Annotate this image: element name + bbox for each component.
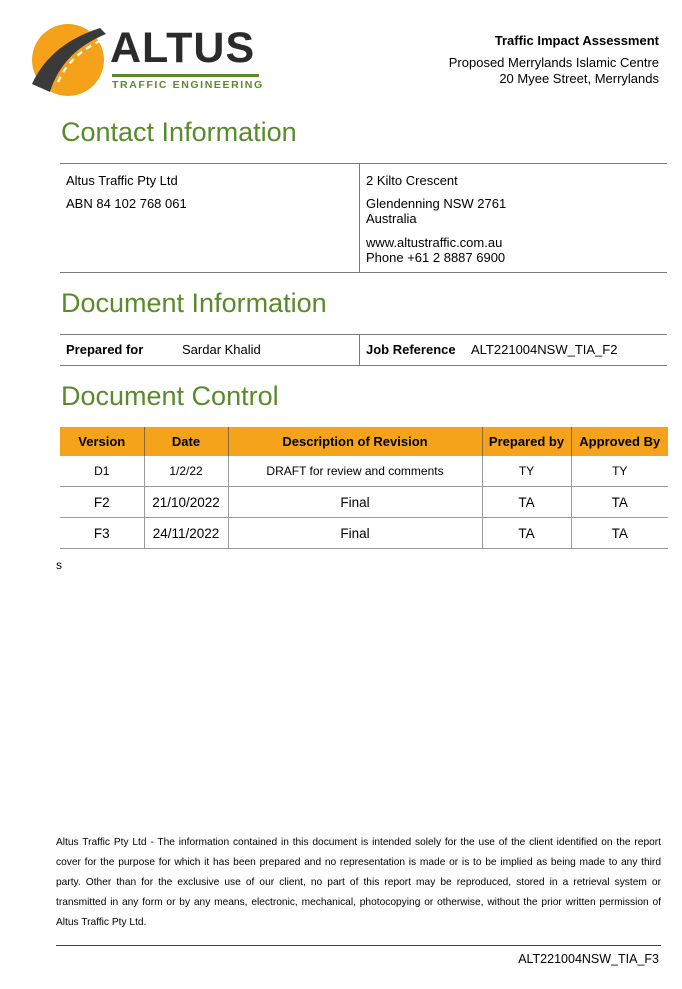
header-date: Date [144,427,228,456]
header-approved-by: Approved By [571,427,668,456]
approved-by-cell: TA [571,487,668,518]
column-divider [359,335,360,365]
project-address: 20 Myee Street, Merrylands [499,71,659,86]
header-prepared-by: Prepared by [482,427,571,456]
report-header [449,33,659,87]
stray-text: s [56,558,62,572]
prepared-by-cell: TY [482,456,571,487]
header-version: Version [60,427,144,456]
version-cell: D1 [60,456,144,487]
job-reference-value: ALT221004NSW_TIA_F2 [471,342,618,357]
document-control-table [60,427,668,549]
contact-information-heading: Contact Information [61,117,297,147]
date-cell: 1/2/22 [144,456,228,487]
prepared-by-cell: TA [482,487,571,518]
company-abn: ABN 84 102 768 061 [66,196,187,211]
date-cell: 24/11/2022 [144,518,228,549]
document-control-heading: Document Control [61,381,279,411]
logo-subtitle: TRAFFIC ENGINEERING [112,79,264,91]
table-row [60,518,668,549]
header-description: Description of Revision [228,427,482,456]
description-cell: DRAFT for review and comments [228,456,482,487]
document-info-table [60,334,667,366]
footer-document-reference: ALT221004NSW_TIA_F3 [518,952,659,966]
website: www.altustraffic.com.au [366,235,503,250]
report-title: Traffic Impact Assessment [494,33,659,48]
table-header-row [60,427,668,456]
version-cell: F2 [60,487,144,518]
logo-wordmark: ALTUS [110,24,256,72]
company-name: Altus Traffic Pty Ltd [66,173,178,188]
prepared-for-value: Sardar Khalid [182,342,261,357]
project-name: Proposed Merrylands Islamic Centre [448,55,659,70]
road-logo-icon [28,22,110,98]
approved-by-cell: TA [571,518,668,549]
description-cell: Final [228,487,482,518]
contact-company-cell [60,164,360,272]
suburb: Glendenning NSW 2761 [366,196,507,211]
approved-by-cell: TY [571,456,668,487]
street-address: 2 Kilto Crescent [366,173,458,188]
disclaimer-text: Altus Traffic Pty Ltd - The information contained in this document is intended solely for the use of the client identified on the report cover for the purpose for which it has been prepared and no representation is made or is to be implied as being made to any third party. Other than for the exclusive use of our client, no part of this report may be reproduced, stored in a retrieval system or transmitted in any form or by any means, electronic, mechanical, photocopying or otherwise, without the prior written permission of Altus Traffic Pty Ltd. [56,837,661,928]
job-reference-label: Job Reference [366,342,456,357]
table-row [60,487,668,518]
prepared-for-label: Prepared for [66,342,144,357]
document-information-heading: Document Information [61,288,327,318]
contact-address-cell [360,164,667,272]
table-row [60,456,668,487]
prepared-by-cell: TA [482,518,571,549]
phone: Phone +61 2 8887 6900 [366,250,506,265]
logo-rule [112,74,259,77]
contact-table [60,163,667,273]
country: Australia [366,211,417,226]
footer-rule [56,945,661,946]
company-logo [28,22,268,98]
version-cell: F3 [60,518,144,549]
date-cell: 21/10/2022 [144,487,228,518]
description-cell: Final [228,518,482,549]
